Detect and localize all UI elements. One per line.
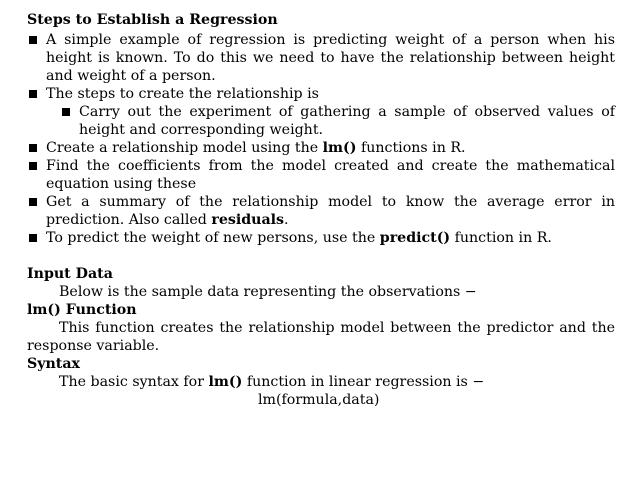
bullet-coeff-line-2: equation using these xyxy=(46,176,197,192)
bullet-square-icon xyxy=(29,162,37,170)
bullet-2-line-1: The steps to create the relationship is xyxy=(46,86,319,102)
sub-bullet-line-2: height and corresponding weight. xyxy=(79,122,324,138)
bullet-summary-line-2 xyxy=(46,211,289,229)
bullet-predict xyxy=(46,229,552,247)
bullet-square-icon xyxy=(29,90,37,98)
bullet-square-icon xyxy=(29,198,37,206)
bullet-1-line-2: height is known. To do this we need to have the relationship between height xyxy=(46,50,615,66)
bullet-1-line-1: A simple example of regression is predicting weight of a person when his xyxy=(46,32,615,48)
bullet-predict-pre: To predict the weight of new persons, use the xyxy=(46,230,380,246)
slide-title: Steps to Establish a Regression xyxy=(27,12,278,28)
bullet-coeff-line-1: Find the coefficients from the model created and create the mathematical xyxy=(46,158,615,174)
syntax-post: function in linear regression is − xyxy=(242,374,485,390)
bullet-predict-post: function in R. xyxy=(450,230,552,246)
sub-bullet-square-icon xyxy=(62,108,70,116)
bullet-summary-pre: prediction. Also called xyxy=(46,212,212,228)
bullet-summary-bold: residuals xyxy=(211,212,285,228)
syntax-bold: lm() xyxy=(208,374,243,390)
syntax-code-line: lm(formula,data) xyxy=(258,392,380,408)
bullet-square-icon xyxy=(29,234,37,242)
bullet-lm xyxy=(46,139,466,157)
sub-bullet-line-1: Carry out the experiment of gathering a sample of observed values of xyxy=(79,104,615,120)
bullet-lm-post: functions in R. xyxy=(356,140,466,156)
lm-function-line-2: response variable. xyxy=(27,338,160,354)
bullet-1-line-3: and weight of a person. xyxy=(46,68,216,84)
syntax-pre: The basic syntax for xyxy=(59,374,209,390)
bullet-square-icon xyxy=(29,144,37,152)
lm-function-heading: lm() Function xyxy=(27,302,137,318)
input-data-heading: Input Data xyxy=(27,266,113,282)
bullet-lm-pre: Create a relationship model using the xyxy=(46,140,323,156)
syntax-text xyxy=(59,373,484,391)
bullet-summary-post: . xyxy=(284,212,289,228)
bullet-summary-line-1: Get a summary of the relationship model to know the average error in xyxy=(46,194,615,210)
bullet-square-icon xyxy=(29,36,37,44)
bullet-lm-code: lm() xyxy=(322,140,357,156)
syntax-heading: Syntax xyxy=(27,356,81,372)
lm-function-line-1: This function creates the relationship model between the predictor and the xyxy=(59,320,615,336)
input-data-text: Below is the sample data representing the observations − xyxy=(59,284,477,300)
bullet-predict-bold: predict() xyxy=(379,230,451,246)
